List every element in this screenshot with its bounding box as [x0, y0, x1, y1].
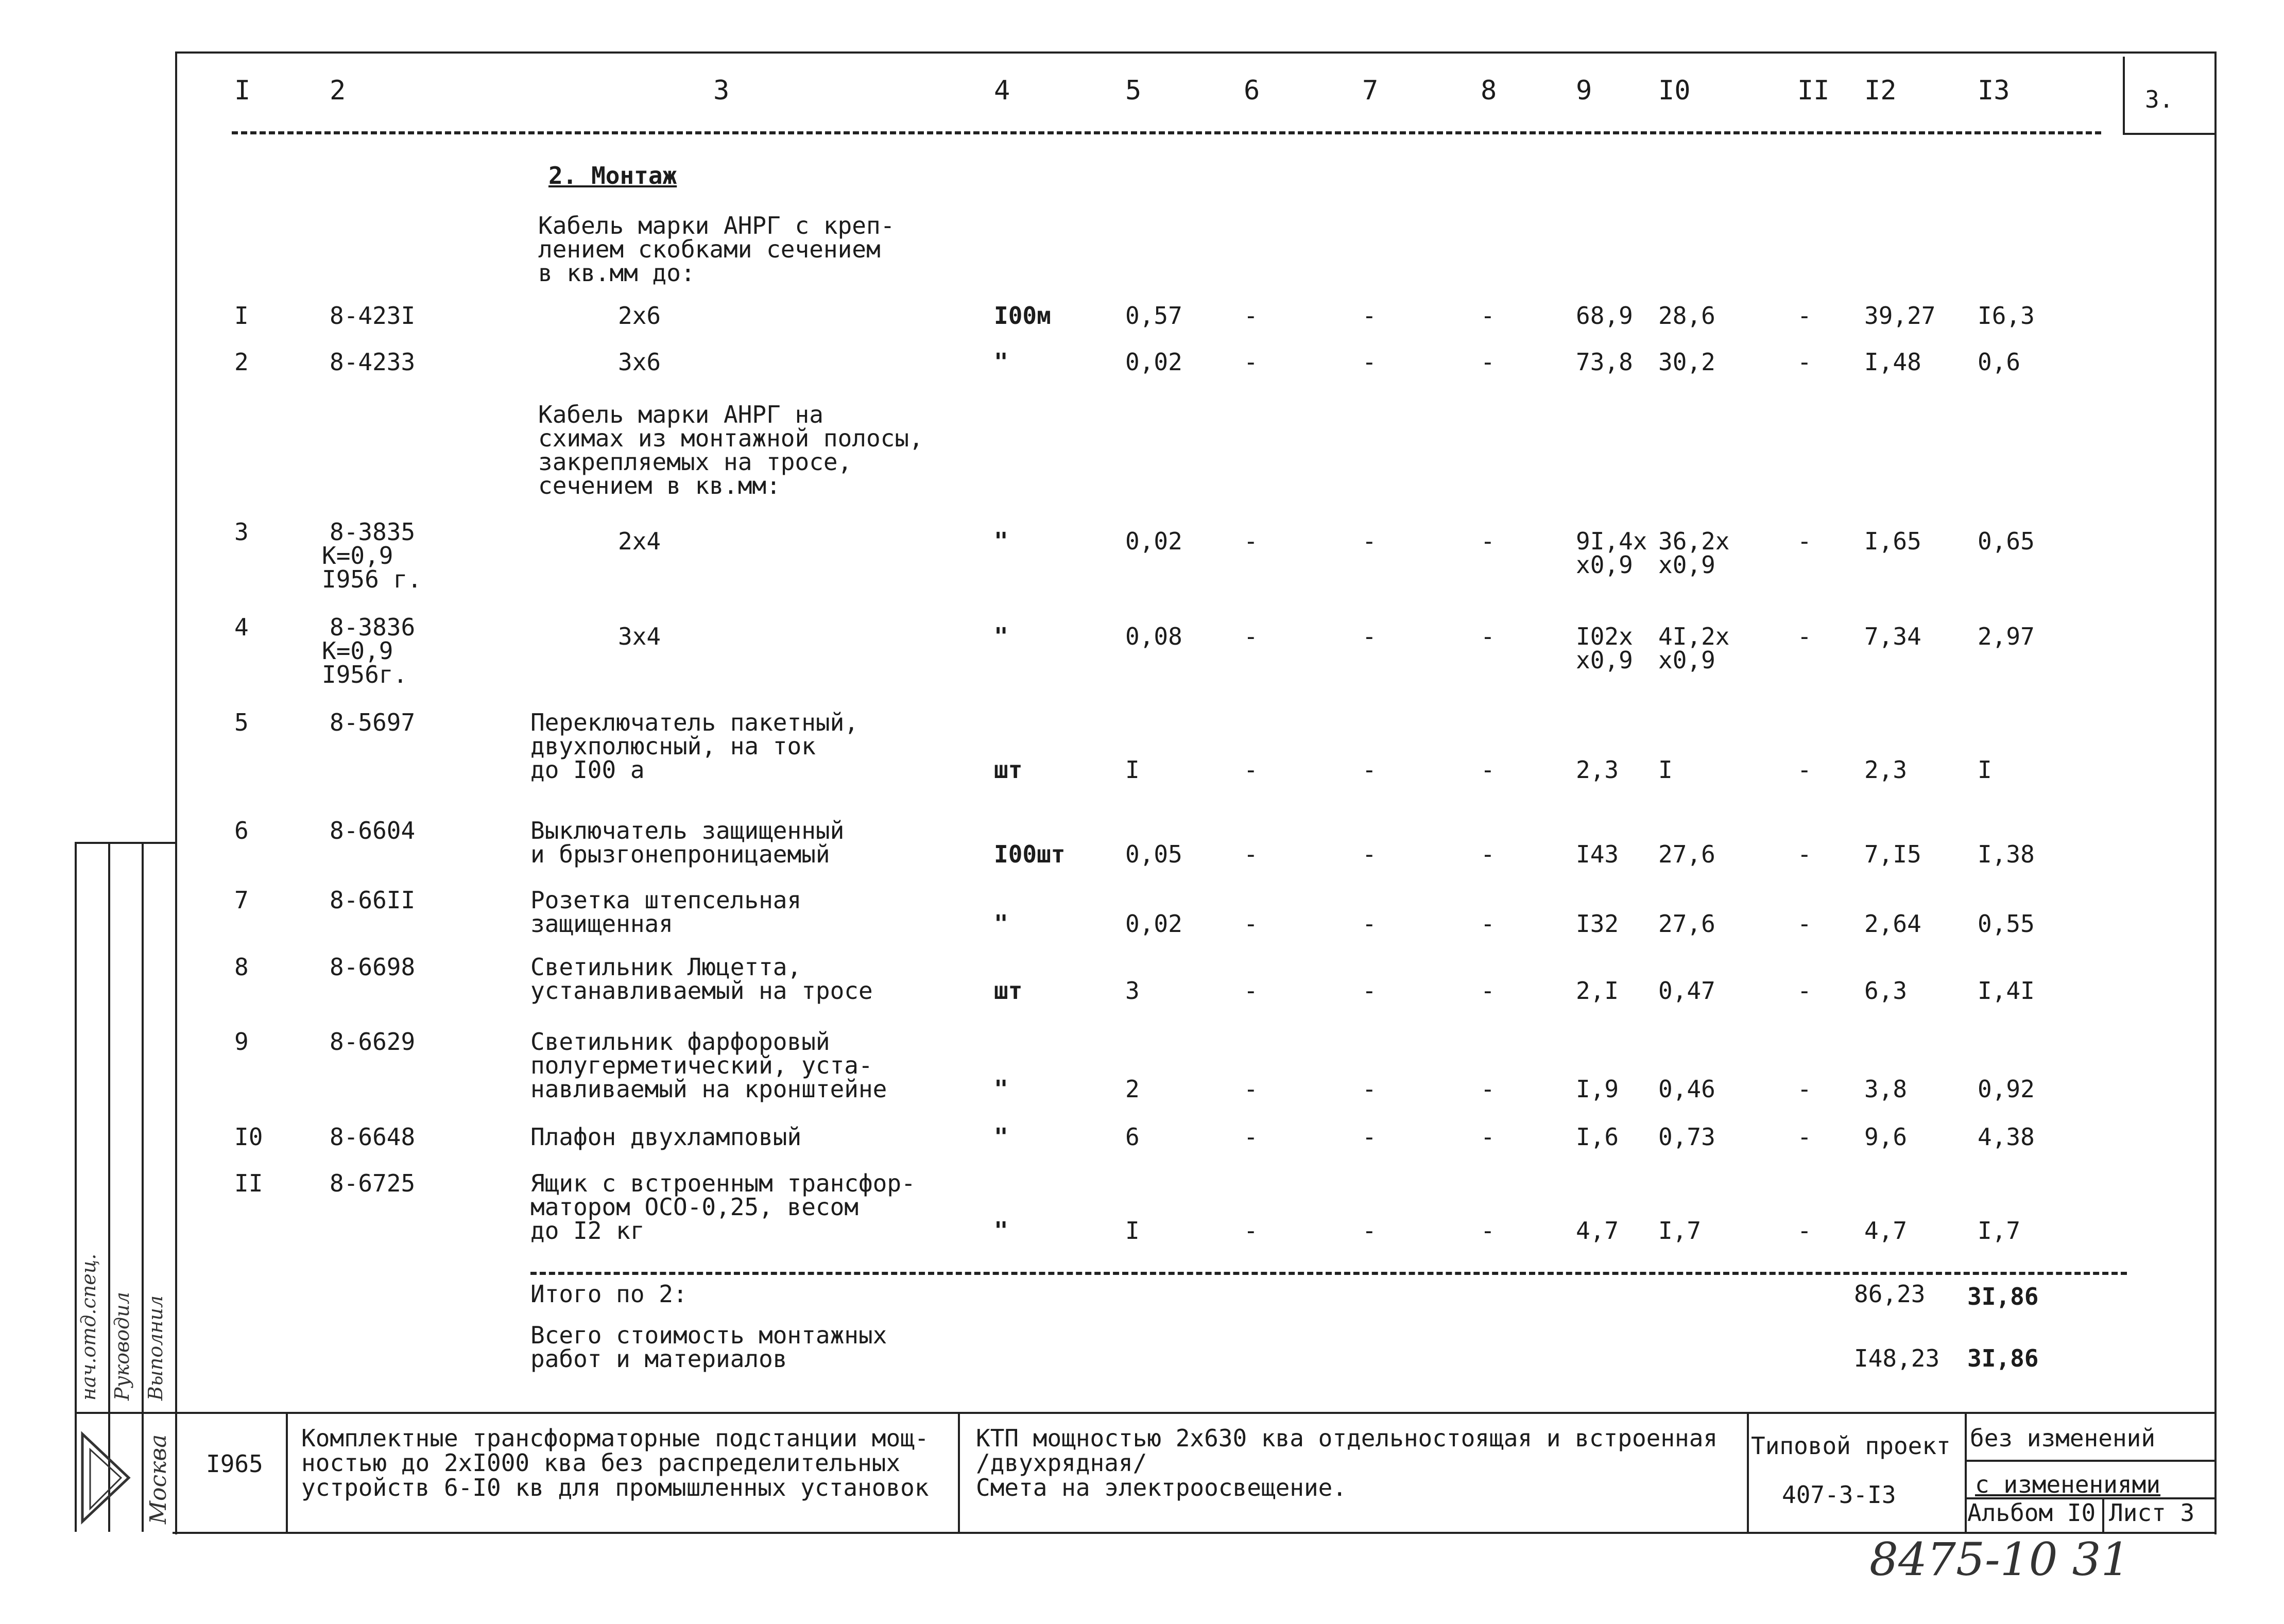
row-col11: - — [1797, 840, 1812, 868]
row-code: 8-423I — [330, 302, 416, 330]
row-col11: - — [1797, 910, 1812, 938]
row-number: I0 — [234, 1123, 263, 1151]
itogo-total-col13: 3I,86 — [1967, 1283, 2039, 1310]
row-col7: - — [1362, 527, 1377, 556]
row-col6: - — [1244, 527, 1258, 556]
column-header-12: I2 — [1864, 75, 1897, 106]
row-col12: 2,3 — [1864, 756, 1908, 784]
row-description: Выключатель защищенный — [530, 817, 845, 844]
row-code: I956 г. — [322, 565, 422, 593]
row-col11: - — [1797, 756, 1812, 784]
row-unit: " — [994, 1217, 1008, 1245]
row-col12: I,48 — [1864, 348, 1921, 376]
row-unit: " — [994, 623, 1008, 651]
row-unit: " — [994, 348, 1008, 376]
row-number: 7 — [234, 886, 249, 914]
row-col10: 0,73 — [1658, 1123, 1715, 1151]
corner-box-bottom — [2123, 133, 2214, 135]
row-col8: - — [1481, 910, 1495, 938]
side-label-head: нач.отд.спец. — [77, 1253, 100, 1401]
header-dashed-line — [232, 131, 2101, 134]
row-number: II — [234, 1169, 263, 1197]
group-heading-line: Кабель марки АНРГ на — [538, 401, 823, 428]
row-description: 3х4 — [618, 623, 661, 651]
row-col6: - — [1244, 756, 1258, 784]
row-col8: - — [1481, 348, 1495, 376]
stamp-divider-4 — [1965, 1412, 1967, 1532]
side-block-col-2 — [142, 842, 144, 1532]
row-col7: - — [1362, 1217, 1377, 1245]
row-col9: 2,3 — [1576, 756, 1619, 784]
row-quantity: 0,08 — [1125, 623, 1182, 651]
row-col6: - — [1244, 1123, 1258, 1151]
stamp-status-no-changes: без изменений — [1970, 1424, 2156, 1452]
side-block-logo-line — [75, 1412, 175, 1414]
row-col9: 9I,4х — [1576, 527, 1647, 556]
row-number: 5 — [234, 709, 249, 736]
side-block-top — [75, 842, 175, 844]
row-col9: х0,9 — [1576, 646, 1633, 675]
row-col6: - — [1244, 348, 1258, 376]
row-quantity: 0,02 — [1125, 348, 1182, 376]
row-description: полугерметический, уста- — [530, 1051, 873, 1079]
row-col11: - — [1797, 348, 1812, 376]
row-col11: - — [1797, 1075, 1812, 1103]
column-header-3: 3 — [713, 75, 730, 106]
row-unit: I00м — [994, 302, 1051, 330]
row-unit: I00шт — [994, 840, 1066, 868]
group-heading-line: закрепляемых на тросе, — [538, 448, 852, 476]
row-col10: 28,6 — [1658, 302, 1715, 330]
row-description: матором ОСО-0,25, весом — [530, 1193, 858, 1221]
stamp-year: I965 — [206, 1450, 263, 1478]
row-col10: 36,2х — [1658, 527, 1730, 556]
row-col9: I,6 — [1576, 1123, 1619, 1151]
row-code: 8-3836 — [330, 613, 416, 641]
column-header-5: 5 — [1125, 75, 1142, 106]
row-number: 6 — [234, 817, 249, 844]
sheet-corner-label: 3. — [2145, 85, 2174, 113]
row-description: Ящик с встроенным трансфор- — [530, 1169, 916, 1197]
row-col12: 3,8 — [1864, 1075, 1908, 1103]
row-quantity: I — [1125, 756, 1140, 784]
row-col10: 4I,2х — [1658, 623, 1730, 651]
row-col11: - — [1797, 977, 1812, 1005]
row-col11: - — [1797, 527, 1812, 556]
row-col8: - — [1481, 1075, 1495, 1103]
row-col8: - — [1481, 977, 1495, 1005]
column-header-6: 6 — [1244, 75, 1260, 106]
vsego-total-col12: I48,23 — [1854, 1344, 1940, 1372]
row-col13: 4,38 — [1978, 1123, 2035, 1151]
side-block-left — [75, 842, 77, 1532]
row-col7: - — [1362, 348, 1377, 376]
row-col12: 39,27 — [1864, 302, 1936, 330]
row-description: двухполюсный, на ток — [530, 732, 816, 760]
row-col6: - — [1244, 910, 1258, 938]
column-header-8: 8 — [1481, 75, 1497, 106]
row-col10: 0,46 — [1658, 1075, 1715, 1103]
side-label-executed: Выполнил — [144, 1295, 167, 1401]
column-header-9: 9 — [1576, 75, 1592, 106]
row-number: 3 — [234, 518, 249, 546]
group-heading-line: сечением в кв.мм: — [538, 472, 781, 499]
row-col13: 0,55 — [1978, 910, 2035, 938]
column-header-11: II — [1797, 75, 1830, 106]
row-col10: 0,47 — [1658, 977, 1715, 1005]
row-col9: х0,9 — [1576, 551, 1633, 579]
stamp-title-line: Комплектные трансформаторные подстанции мощ- — [301, 1424, 929, 1452]
row-description: 2х6 — [618, 302, 661, 330]
stamp-subject-line: КТП мощностью 2х630 ква отдельностоящая и встроенная — [976, 1424, 1718, 1452]
row-col11: - — [1797, 1123, 1812, 1151]
row-col9: I43 — [1576, 840, 1619, 868]
handwritten-archive-number: 8475-10 31 — [1869, 1533, 2130, 1586]
group-heading-line: лением скобками сечением — [538, 235, 881, 263]
row-col12: I,65 — [1864, 527, 1921, 556]
stamp-sheet: Лист 3 — [2109, 1499, 2195, 1527]
row-col8: - — [1481, 1217, 1495, 1245]
row-description: до I00 а — [530, 756, 645, 784]
stamp-title-line: ностью до 2хI000 ква без распределительных — [301, 1449, 901, 1477]
top-border — [175, 51, 2214, 54]
row-description: до I2 кг — [530, 1217, 645, 1245]
row-col11: - — [1797, 1217, 1812, 1245]
row-col10: 30,2 — [1658, 348, 1715, 376]
row-quantity: 2 — [1125, 1075, 1140, 1103]
itogo-total-col12: 86,23 — [1854, 1280, 1926, 1308]
row-code: 8-3835 — [330, 518, 416, 546]
row-col13: I,4I — [1978, 977, 2035, 1005]
row-description: Светильник Люцетта, — [530, 953, 802, 981]
row-col13: I,7 — [1978, 1217, 2021, 1245]
row-quantity: I — [1125, 1217, 1140, 1245]
row-col13: I — [1978, 756, 1992, 784]
row-col8: - — [1481, 840, 1495, 868]
row-col8: - — [1481, 623, 1495, 651]
row-col9: 73,8 — [1576, 348, 1633, 376]
row-col8: - — [1481, 1123, 1495, 1151]
row-col10: 27,6 — [1658, 840, 1715, 868]
row-quantity: 6 — [1125, 1123, 1140, 1151]
row-col9: I32 — [1576, 910, 1619, 938]
row-col8: - — [1481, 527, 1495, 556]
row-unit: " — [994, 910, 1008, 938]
row-col7: - — [1362, 977, 1377, 1005]
row-number: 8 — [234, 953, 249, 981]
row-col11: - — [1797, 302, 1812, 330]
column-header-4: 4 — [994, 75, 1010, 106]
stamp-subject-line: /двухрядная/ — [976, 1449, 1147, 1477]
row-col6: - — [1244, 840, 1258, 868]
stamp-status-line — [1965, 1460, 2214, 1462]
stamp-album-divider — [2102, 1497, 2104, 1532]
row-quantity: 0,02 — [1125, 527, 1182, 556]
stamp-project-number: 407-3-I3 — [1782, 1481, 1896, 1509]
stamp-top-border — [175, 1412, 2214, 1414]
row-number: I — [234, 302, 249, 330]
row-col9: 2,I — [1576, 977, 1619, 1005]
stamp-album: Альбом I0 — [1967, 1499, 2096, 1527]
row-col12: 4,7 — [1864, 1217, 1908, 1245]
row-col12: 6,3 — [1864, 977, 1908, 1005]
row-col13: I,38 — [1978, 840, 2035, 868]
row-code: I956г. — [322, 661, 408, 688]
row-code: 8-6648 — [330, 1123, 416, 1151]
row-description: 3х6 — [618, 348, 661, 376]
row-code: 8-6698 — [330, 953, 416, 981]
side-label-supervised: Руководил — [111, 1292, 133, 1401]
stamp-title-line: устройств 6-I0 кв для промышленных установок — [301, 1474, 929, 1501]
row-col13: 0,92 — [1978, 1075, 2035, 1103]
row-number: 2 — [234, 348, 249, 376]
row-col13: 0,6 — [1978, 348, 2021, 376]
row-col7: - — [1362, 302, 1377, 330]
row-col13: I6,3 — [1978, 302, 2035, 330]
row-quantity: 0,57 — [1125, 302, 1182, 330]
row-col13: 0,65 — [1978, 527, 2035, 556]
row-col12: 2,64 — [1864, 910, 1921, 938]
column-header-2: 2 — [330, 75, 346, 106]
stamp-status-with-changes: с изменениями — [1975, 1471, 2161, 1498]
column-header-7: 7 — [1362, 75, 1379, 106]
institute-logo-icon — [77, 1419, 136, 1527]
row-description: Розетка штепсельная — [530, 886, 802, 914]
row-description: и брызгонепроницаемый — [530, 840, 830, 868]
row-description: Плафон двухламповый — [530, 1123, 802, 1151]
row-col7: - — [1362, 840, 1377, 868]
row-col6: - — [1244, 1075, 1258, 1103]
row-code: 8-6725 — [330, 1169, 416, 1197]
row-code: 8-5697 — [330, 709, 416, 736]
row-col7: - — [1362, 1123, 1377, 1151]
row-col7: - — [1362, 910, 1377, 938]
side-city: Москва — [145, 1434, 171, 1524]
row-unit: шт — [994, 977, 1023, 1005]
row-code: К=0,9 — [322, 542, 393, 569]
stamp-divider-2 — [958, 1412, 960, 1532]
row-description: навливаемый на кронштейне — [530, 1075, 887, 1103]
row-col12: 7,I5 — [1864, 840, 1921, 868]
column-header-1: I — [234, 75, 251, 106]
row-unit: шт — [994, 756, 1023, 784]
row-col9: I02х — [1576, 623, 1633, 651]
row-col7: - — [1362, 756, 1377, 784]
row-col6: - — [1244, 1217, 1258, 1245]
row-code: К=0,9 — [322, 637, 393, 665]
row-col6: - — [1244, 623, 1258, 651]
row-code: 8-66II — [330, 886, 416, 914]
row-col7: - — [1362, 623, 1377, 651]
stamp-divider-3 — [1747, 1412, 1749, 1532]
row-description: Светильник фарфоровый — [530, 1028, 830, 1056]
right-border — [2214, 51, 2217, 1534]
vsego-label-line: работ и материалов — [530, 1345, 787, 1373]
row-col13: 2,97 — [1978, 623, 2035, 651]
totals-dashed-line — [530, 1272, 2127, 1275]
row-number: 4 — [234, 613, 249, 641]
row-col6: - — [1244, 977, 1258, 1005]
column-header-13: I3 — [1978, 75, 2010, 106]
row-col11: - — [1797, 623, 1812, 651]
row-col9: 4,7 — [1576, 1217, 1619, 1245]
row-quantity: 0,02 — [1125, 910, 1182, 938]
group-heading-line: в кв.мм до: — [538, 259, 695, 287]
row-col10: х0,9 — [1658, 551, 1715, 579]
corner-box-left — [2123, 57, 2125, 134]
row-description: Переключатель пакетный, — [530, 709, 858, 736]
stamp-subject-line: Смета на электроосвещение. — [976, 1474, 1347, 1501]
vsego-total-col13: 3I,86 — [1967, 1344, 2039, 1372]
row-code: 8-6629 — [330, 1028, 416, 1056]
row-number: 9 — [234, 1028, 249, 1056]
stamp-project-label: Типовой проект — [1751, 1432, 1951, 1460]
row-unit: " — [994, 1075, 1008, 1103]
row-col8: - — [1481, 302, 1495, 330]
itogo-label: Итого по 2: — [530, 1280, 688, 1308]
row-description: защищенная — [530, 910, 673, 938]
row-unit: " — [994, 1123, 1008, 1151]
row-col8: - — [1481, 756, 1495, 784]
row-col7: - — [1362, 1075, 1377, 1103]
stamp-divider-1 — [286, 1412, 288, 1532]
group-heading-line: схимах из монтажной полосы, — [538, 424, 923, 452]
column-header-10: I0 — [1658, 75, 1691, 106]
vsego-label-line: Всего стоимость монтажных — [530, 1321, 887, 1349]
row-col10: 27,6 — [1658, 910, 1715, 938]
row-description: устанавливаемый на тросе — [530, 977, 873, 1005]
row-quantity: 0,05 — [1125, 840, 1182, 868]
row-code: 8-4233 — [330, 348, 416, 376]
row-col12: 7,34 — [1864, 623, 1921, 651]
row-unit: " — [994, 527, 1008, 556]
row-code: 8-6604 — [330, 817, 416, 844]
row-col9: 68,9 — [1576, 302, 1633, 330]
row-col10: I — [1658, 756, 1673, 784]
row-col6: - — [1244, 302, 1258, 330]
row-quantity: 3 — [1125, 977, 1140, 1005]
row-description: 2х4 — [618, 527, 661, 556]
row-col12: 9,6 — [1864, 1123, 1908, 1151]
group-heading-line: Кабель марки АНРГ с креп- — [538, 212, 895, 239]
section-title: 2. Монтаж — [548, 162, 677, 189]
row-col9: I,9 — [1576, 1075, 1619, 1103]
row-col10: х0,9 — [1658, 646, 1715, 675]
row-col10: I,7 — [1658, 1217, 1702, 1245]
left-border — [175, 51, 177, 1534]
